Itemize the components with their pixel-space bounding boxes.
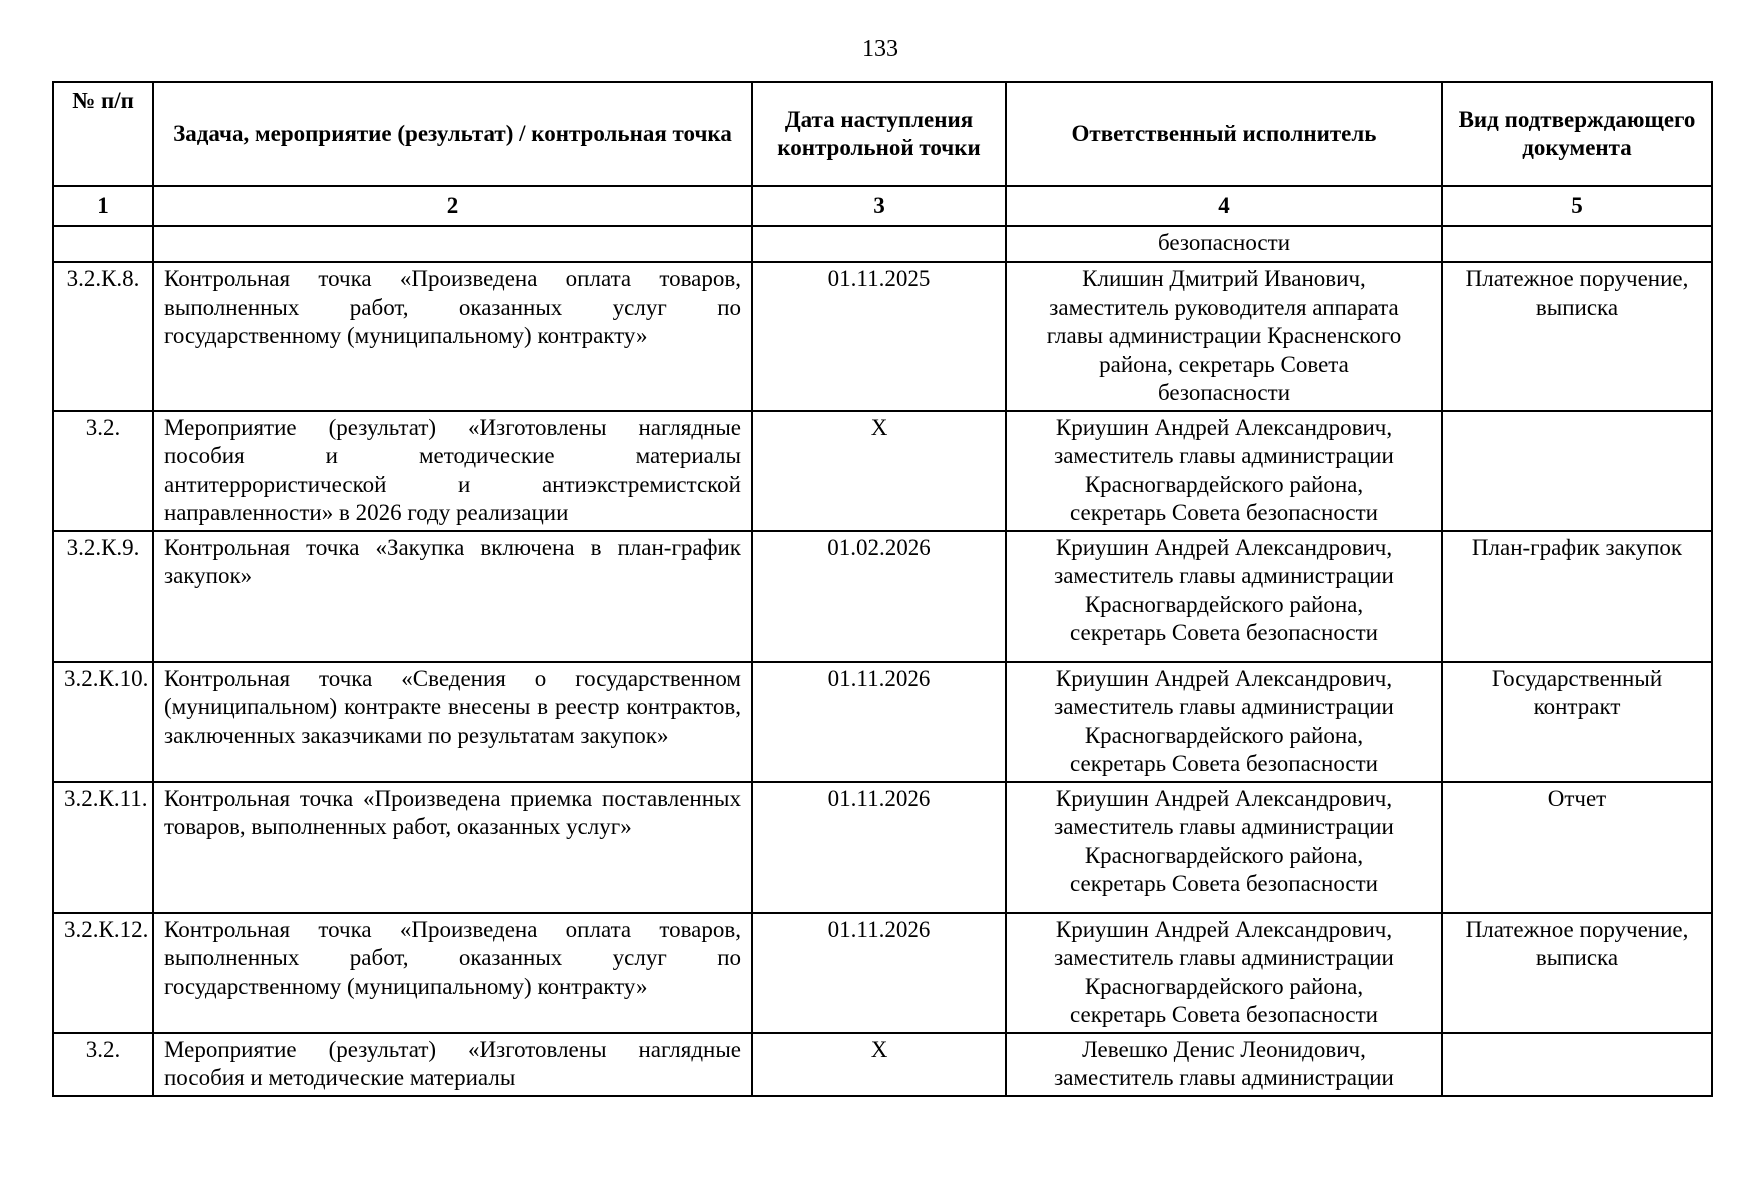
responsible-line: заместитель главы администрации (1054, 694, 1394, 719)
row-responsible (1006, 662, 1442, 782)
table-row (53, 531, 1712, 662)
row-document-type: Отчет (1442, 782, 1712, 913)
responsible-line: Клишин Дмитрий Иванович, (1082, 266, 1366, 291)
responsible-line: секретарь Совета безопасности (1070, 751, 1378, 776)
responsible-line: Красногвардейского района, (1084, 973, 1364, 999)
responsible-line: заместитель главы администрации (1054, 563, 1394, 588)
row-task: Контрольная точка «Закупка включена в план-график закупок» (153, 531, 752, 662)
column-number: 2 (153, 186, 752, 226)
row-number: 3.2.К.8. (53, 262, 153, 411)
table-header-row (53, 82, 1712, 186)
table-row (53, 662, 1712, 782)
column-numbers-row (53, 186, 1712, 226)
row-date: 01.11.2025 (752, 262, 1006, 411)
row-number: 3.2.К.9. (53, 531, 153, 662)
responsible-line: секретарь Совета безопасности (1070, 620, 1378, 645)
table-row (53, 1033, 1712, 1096)
page-number: 133 (862, 36, 898, 62)
row-responsible (1006, 411, 1442, 531)
responsible-line: Красногвардейского района, (1084, 591, 1364, 617)
responsible-line: главы администрации Красненского (1046, 323, 1402, 348)
row-number: 3.2.К.12. (53, 913, 153, 1033)
row-number: 3.2. (53, 411, 153, 531)
responsible-line: заместитель главы администрации (1054, 814, 1394, 839)
row-date: Х (752, 1033, 1006, 1096)
control-points-table (52, 81, 1713, 1097)
responsible-line: Красногвардейского района, (1084, 842, 1364, 868)
row-date (752, 226, 1006, 262)
row-task: Мероприятие (результат) «Изготовлены наглядные пособия и методические материалы (153, 1033, 752, 1096)
responsible-line: района, секретарь Совета (1099, 351, 1349, 377)
header-document-type: Вид подтверждающего документа (1442, 82, 1712, 186)
row-responsible (1006, 226, 1442, 262)
responsible-line: секретарь Совета безопасности (1070, 500, 1378, 525)
row-document-type: План-график закупок (1442, 531, 1712, 662)
row-document-type (1442, 411, 1712, 531)
row-number: 3.2. (53, 1033, 153, 1096)
responsible-line: Криушин Андрей Александрович, (1055, 916, 1393, 942)
row-task (153, 226, 752, 262)
row-responsible (1006, 913, 1442, 1033)
column-number: 3 (752, 186, 1006, 226)
row-responsible (1006, 262, 1442, 411)
row-date: 01.11.2026 (752, 782, 1006, 913)
responsible-line: Криушин Андрей Александрович, (1055, 534, 1393, 560)
row-task: Мероприятие (результат) «Изготовлены наглядные пособия и методические материалы антитеррористической и антиэкстремистской направленности» в 2026 году реализации (153, 411, 752, 531)
column-number: 5 (1442, 186, 1712, 226)
column-number: 1 (53, 186, 153, 226)
header-task: Задача, мероприятие (результат) / контрольная точка (153, 82, 752, 186)
responsible-line: безопасности (1157, 230, 1290, 255)
row-document-type: Платежное поручение, выписка (1442, 913, 1712, 1033)
responsible-line: секретарь Совета безопасности (1070, 871, 1378, 896)
table-row (53, 262, 1712, 411)
table-row (53, 913, 1712, 1033)
row-number (53, 226, 153, 262)
row-date: Х (752, 411, 1006, 531)
table-row (53, 782, 1712, 913)
row-date: 01.11.2026 (752, 662, 1006, 782)
table-row (53, 226, 1712, 262)
row-task: Контрольная точка «Сведения о государственном (муниципальном) контракте внесены в реестр контрактов, заключенных заказчиками по результатам закупок» (153, 662, 752, 782)
row-task: Контрольная точка «Произведена оплата товаров, выполненных работ, оказанных услуг по государственному (муниципальному) контракту» (153, 913, 752, 1033)
responsible-line: Криушин Андрей Александрович, (1055, 665, 1393, 691)
row-responsible (1006, 531, 1442, 662)
responsible-line: заместитель руководителя аппарата (1049, 294, 1399, 320)
row-document-type: Платежное поручение, выписка (1442, 262, 1712, 411)
header-responsible: Ответственный исполнитель (1006, 82, 1442, 186)
column-number: 4 (1006, 186, 1442, 226)
row-number: 3.2.К.11. (53, 782, 153, 913)
table-row (53, 411, 1712, 531)
row-document-type (1442, 1033, 1712, 1096)
responsible-line: Криушин Андрей Александрович, (1055, 785, 1393, 811)
row-date: 01.11.2026 (752, 913, 1006, 1033)
responsible-line: Левешко Денис Леонидович, (1082, 1036, 1366, 1062)
responsible-line: секретарь Совета безопасности (1070, 1002, 1378, 1027)
row-date: 01.02.2026 (752, 531, 1006, 662)
responsible-line: Криушин Андрей Александрович, (1055, 414, 1393, 440)
responsible-line: заместитель главы администрации (1054, 945, 1394, 970)
responsible-line: безопасности (1157, 380, 1290, 405)
header-date: Дата наступления контрольной точки (752, 82, 1006, 186)
row-task: Контрольная точка «Произведена оплата товаров, выполненных работ, оказанных услуг по государственному (муниципальному) контракту» (153, 262, 752, 411)
row-responsible (1006, 1033, 1442, 1096)
row-task: Контрольная точка «Произведена приемка поставленных товаров, выполненных работ, оказанных услуг» (153, 782, 752, 913)
row-document-type (1442, 226, 1712, 262)
header-number: № п/п (53, 82, 153, 186)
responsible-line: заместитель главы администрации (1054, 443, 1394, 468)
responsible-line: Красногвардейского района, (1084, 471, 1364, 497)
row-responsible (1006, 782, 1442, 913)
row-number: 3.2.К.10. (53, 662, 153, 782)
responsible-line: заместитель главы администрации (1054, 1065, 1394, 1090)
row-document-type: Государственный контракт (1442, 662, 1712, 782)
responsible-line: Красногвардейского района, (1084, 722, 1364, 748)
